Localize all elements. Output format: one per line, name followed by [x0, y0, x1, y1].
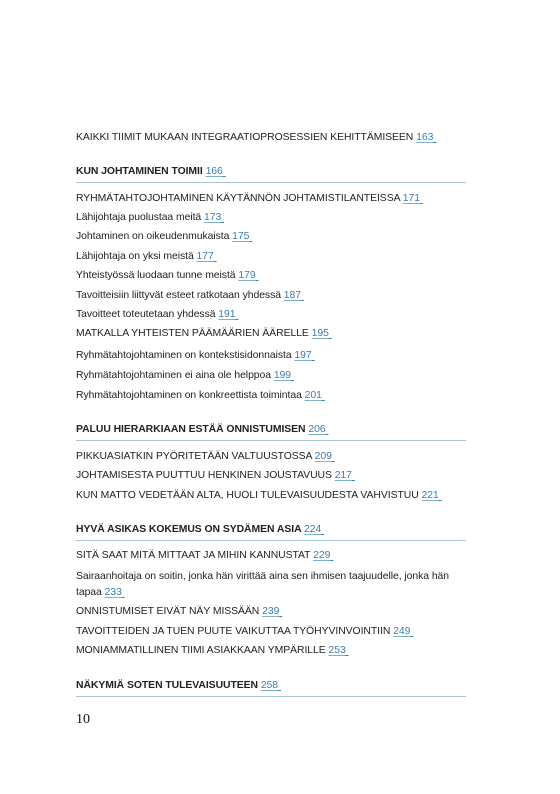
toc-page-link[interactable]: 191 — [218, 309, 236, 320]
toc-entry — [76, 131, 466, 145]
toc-entry-title: KUN MATTO VEDETÄÄN ALTA, HUOLI TULEVAISUUDESTA VAHVISTUU — [76, 490, 419, 501]
toc-page-link[interactable]: 229 — [313, 550, 331, 561]
toc-entry — [76, 230, 466, 244]
toc-entry — [76, 308, 466, 322]
toc-page-link[interactable]: 163 — [416, 132, 434, 143]
toc-page-link[interactable]: 239 — [262, 606, 280, 617]
toc-entry — [76, 389, 466, 403]
toc-entry — [76, 327, 466, 341]
toc-entry — [76, 450, 466, 464]
toc-entry — [76, 250, 466, 264]
toc-page-link[interactable]: 175 — [232, 231, 250, 242]
toc-entry-title: MATKALLA YHTEISTEN PÄÄMÄÄRIEN ÄÄRELLE — [76, 328, 309, 339]
toc-entry-title: Tavoitteisiin liittyvät esteet ratkotaan yhdessä — [76, 290, 281, 301]
toc-page-link[interactable]: 166 — [205, 166, 223, 177]
toc-entry-title: KUN JOHTAMINEN TOIMII — [76, 166, 203, 177]
toc-page-link[interactable]: 199 — [273, 370, 292, 381]
page-number: 10 — [76, 712, 90, 727]
toc-page-link[interactable]: 249 — [393, 626, 411, 637]
toc-entry-title: Tavoitteet toteutetaan yhdessä — [76, 309, 216, 320]
toc-entry-title: PALUU HIERARKIAAN ESTÄÄ ONNISTUMISEN — [76, 424, 306, 435]
toc-entry — [76, 549, 466, 563]
toc-page-link[interactable]: 179 — [238, 270, 256, 281]
toc-entry-title: Johtaminen on oikeudenmukaista — [76, 231, 230, 242]
toc-entry-title: Ryhmätahtojohtaminen on kontekstisidonnaista — [76, 350, 292, 361]
toc-entry-title: Sairaanhoitaja on soitin, jonka hän virittää aina sen ihmisen taajuudelle, jonka hän tapaa — [76, 571, 449, 598]
toc-page-link[interactable]: 206 — [308, 424, 326, 435]
toc-entry-title: Ryhmätahtojohtaminen ei aina ole helppoa — [76, 370, 271, 381]
toc-entry-title: JOHTAMISESTA PUUTTUU HENKINEN JOUSTAVUUS — [76, 470, 332, 481]
toc-entry — [76, 192, 466, 206]
toc-entry — [76, 269, 466, 283]
toc-entry — [76, 625, 466, 639]
toc-page-link[interactable]: 221 — [421, 490, 439, 501]
toc-page-link[interactable]: 233 — [104, 587, 122, 598]
toc-entry-title: MONIAMMATILLINEN TIIMI ASIAKKAAN YMPÄRILLE — [76, 645, 326, 656]
toc-entry-title: SITÄ SAAT MITÄ MITTAAT JA MIHIN KANNUSTAT — [76, 550, 311, 561]
toc-entry-title: HYVÄ ASIKAS KOKEMUS ON SYDÄMEN ASIA — [76, 524, 302, 535]
toc-entry — [76, 349, 466, 363]
toc-entry-title: Ryhmätahtojohtaminen on konkreettista toimintaa — [76, 390, 302, 401]
toc-entry-title: KAIKKI TIIMIT MUKAAN INTEGRAATIOPROSESSIEN KEHITTÄMISEEN — [76, 132, 414, 143]
toc-entry-title: ONNISTUMISET EIVÄT NÄY MISSÄÄN — [76, 606, 260, 617]
toc-entry-title: NÄKYMIÄ SOTEN TULEVAISUUTEEN — [76, 680, 258, 691]
toc-page-link[interactable]: 209 — [314, 451, 332, 462]
toc-entry — [76, 289, 466, 303]
toc-entry — [76, 489, 466, 503]
toc-section-heading — [76, 423, 466, 437]
toc-entry — [76, 569, 466, 601]
toc-entry — [76, 469, 466, 483]
toc-entry-title: Yhteistyössä luodaan tunne meistä — [76, 270, 236, 281]
toc-entry-title: TAVOITTEIDEN JA TUEN PUUTE VAIKUTTAA TYÖHYVINVOINTIIN — [76, 626, 391, 637]
toc-entry-title: PIKKUASIATKIN PYÖRITETÄÄN VALTUUSTOSSA — [76, 451, 312, 462]
section-divider — [76, 182, 466, 183]
toc-page-link[interactable]: 177 — [196, 251, 214, 262]
toc-page-link[interactable]: 224 — [303, 524, 322, 535]
toc-entry-title: Lähijohtaja on yksi meistä — [76, 251, 194, 262]
toc-section-heading — [76, 523, 466, 537]
toc-page-link[interactable]: 258 — [260, 680, 279, 691]
toc-page-link[interactable]: 173 — [204, 212, 222, 223]
toc-entry-title: RYHMÄTAHTOJOHTAMINEN KÄYTÄNNÖN JOHTAMISTILANTEISSA — [76, 193, 400, 204]
toc-entry — [76, 644, 466, 658]
section-divider — [76, 440, 466, 441]
toc-page-link[interactable]: 201 — [304, 390, 322, 401]
toc-page-link[interactable]: 171 — [402, 193, 420, 204]
toc-page-link[interactable]: 217 — [334, 470, 352, 481]
toc-entry — [76, 605, 466, 619]
toc-entry-title: Lähijohtaja puolustaa meitä — [76, 212, 202, 223]
section-divider — [76, 696, 466, 697]
toc-page-link[interactable]: 187 — [283, 290, 301, 301]
toc-section-heading — [76, 165, 466, 179]
toc-page-link[interactable]: 195 — [311, 328, 329, 339]
toc-section-heading — [76, 679, 466, 693]
toc-entry — [76, 211, 466, 225]
toc-entry — [76, 369, 466, 383]
toc-page-link[interactable]: 197 — [294, 350, 312, 361]
section-divider — [76, 540, 466, 541]
toc-page-link[interactable]: 253 — [328, 645, 346, 656]
